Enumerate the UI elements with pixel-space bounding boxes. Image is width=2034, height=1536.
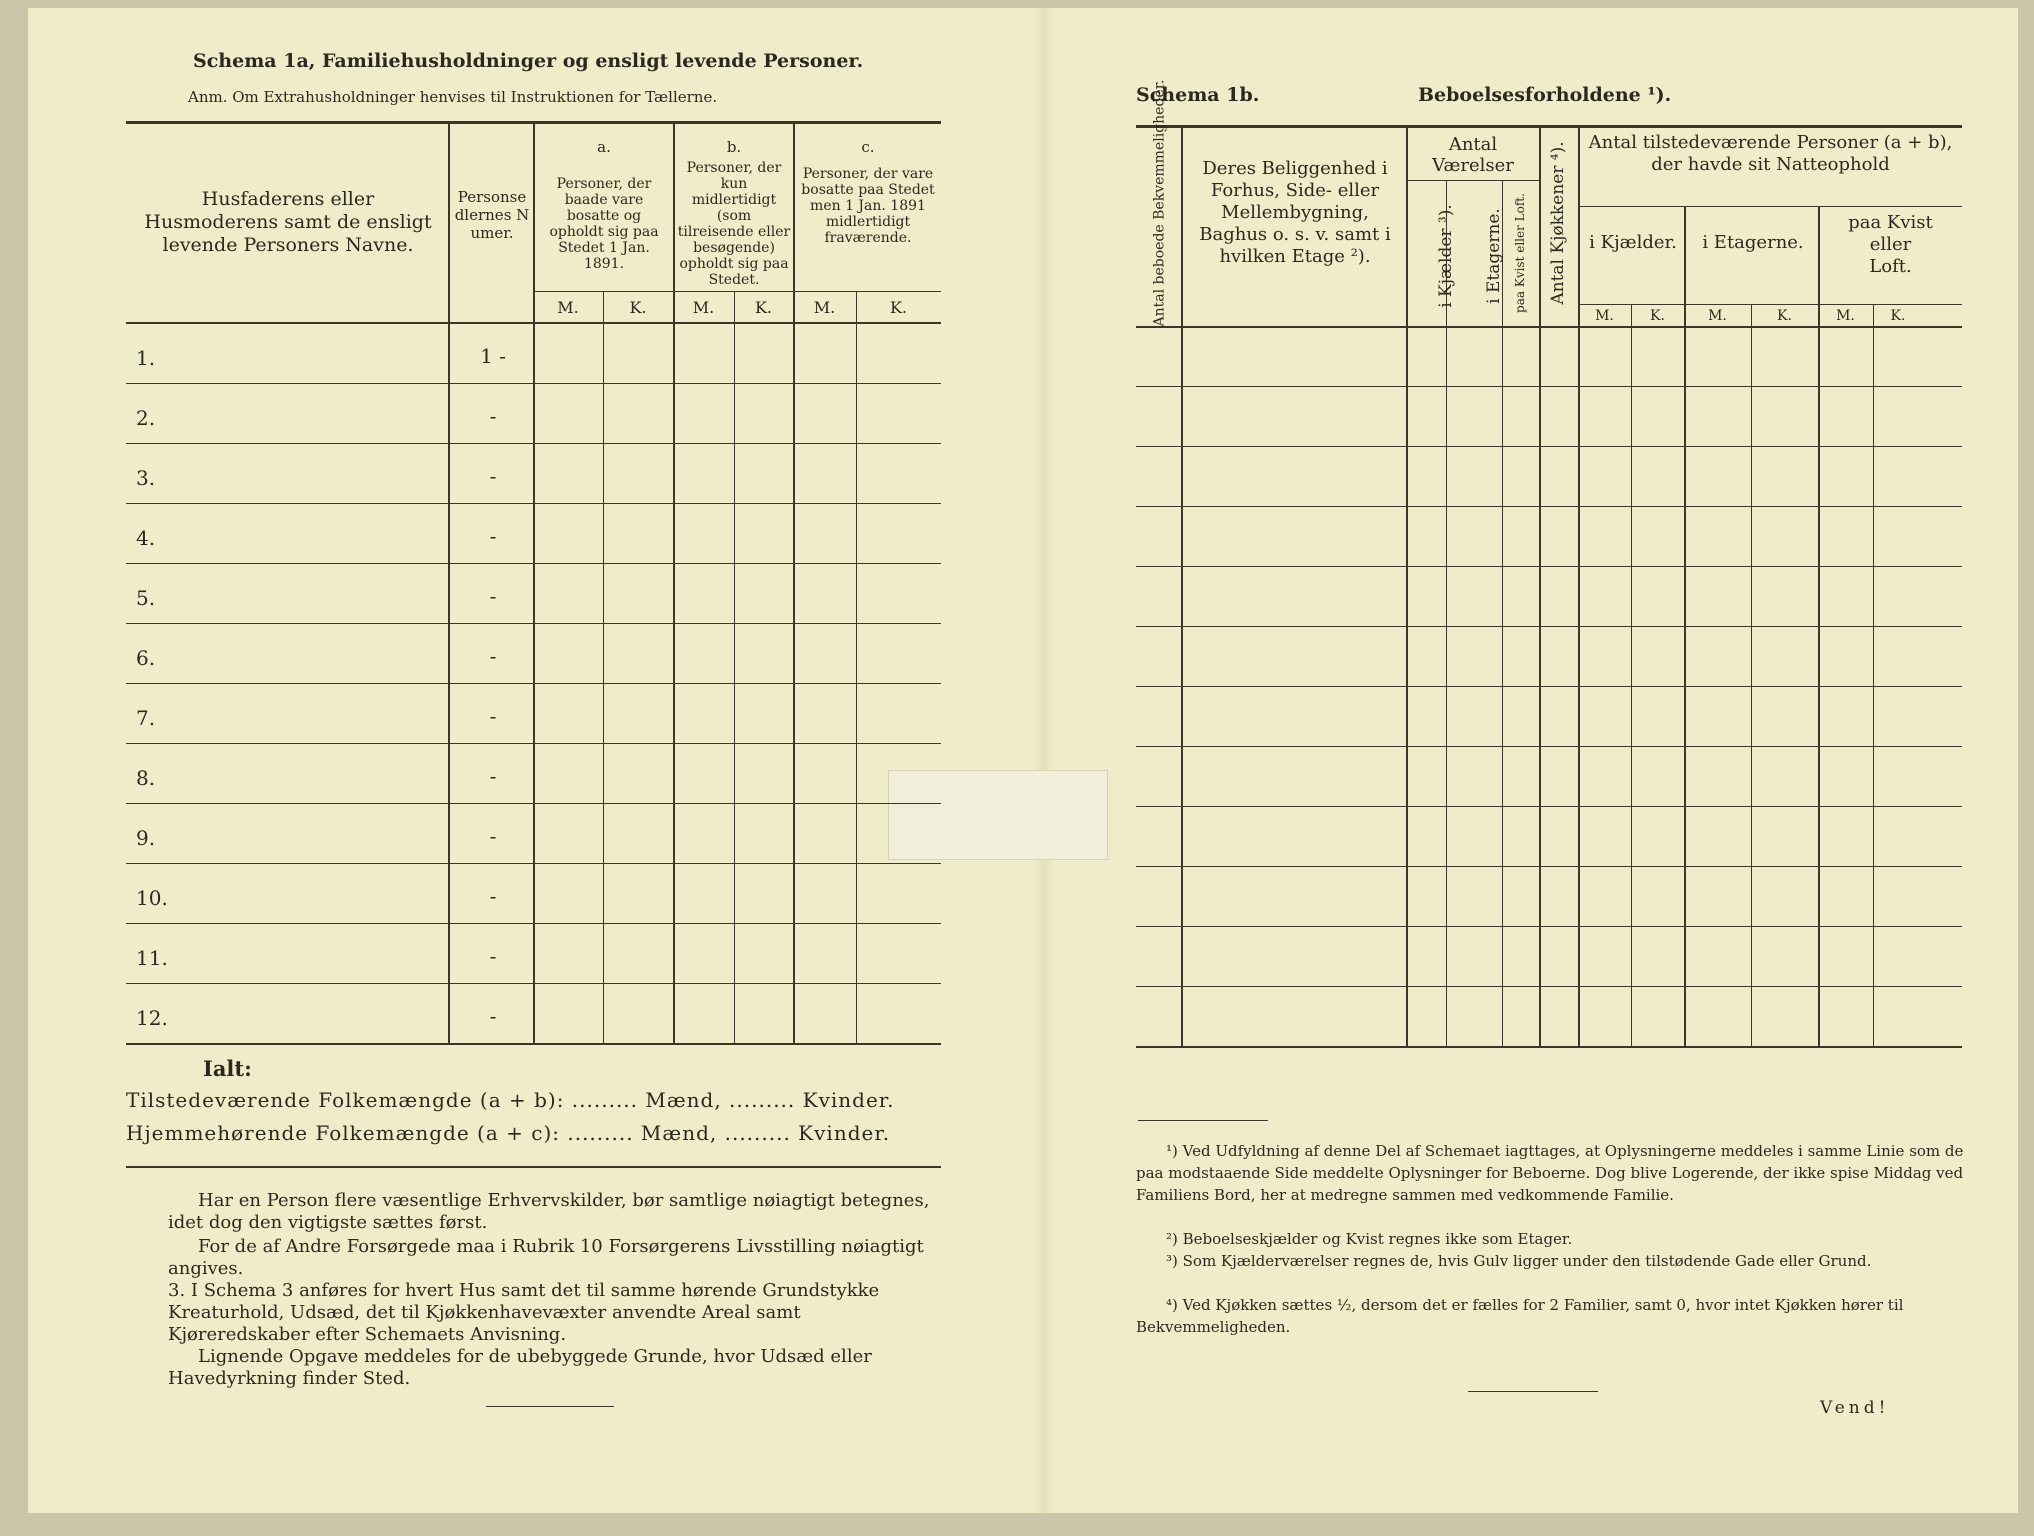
vline-b: [793, 123, 795, 1043]
vline-c-mk: [856, 291, 857, 1043]
rheader-kv-m: M.: [1836, 308, 1855, 324]
header-antal-personer: Antal tilstedeværende Personer (a + b), der havde sit Natteophold: [1588, 132, 1953, 175]
person-number: -: [489, 644, 497, 668]
rvline-belig: [1406, 127, 1408, 1047]
row-number: 6.: [136, 646, 156, 670]
rtable-top-rule: [1136, 125, 1962, 128]
page-fold: [1033, 8, 1053, 1513]
footnote-4: ⁴) Ved Kjøkken sættes ½, dersom det er fælles for 2 Familier, samt 0, hvor intet Kjøkken hører til Bekvemmeligheden.: [1136, 1296, 1904, 1336]
row-number: 2.: [136, 406, 156, 430]
instruction-3: 3. I Schema 3 anføres for hvert Hus samt det til samme hørende Grundstykke Kreaturhold, Udsæd, det til Kjøkkenhavevæxter anvendte Areal samt Kjøreredskaber efter Schemaets Anvisning.: [168, 1280, 880, 1345]
header-p-kjaelder: i Kjælder.: [1589, 232, 1677, 253]
header-beliggenhed: Deres Beliggenhed i Forhus, Side- eller Mellembygning, Baghus o. s. v. samt i hvilken Etage ²).: [1199, 158, 1391, 267]
rrow-rule: [1136, 386, 1962, 387]
footnote-1: ¹) Ved Udfyldning af denne Del af Schemaet iagttages, at Oplysningerne meddeles i samme Linie som de paa modstaaende Side meddelte Oplysninger for Beboerne. Dog blive Logerende, der ikke spise Middag ved Familiens Bord, her at medregne sammen med vedkommende Familie.: [1136, 1142, 1964, 1204]
header-a-m: M.: [557, 298, 579, 317]
row-number: 3.: [136, 466, 156, 490]
tilstedevaerende-line: Tilstedeværende Folkemængde (a + b): ......... Mænd, ......... Kvinder.: [126, 1088, 895, 1112]
rvline-p4: [1818, 206, 1820, 1047]
instruction-4: Lignende Opgave meddeles for de ubebyggede Grunde, hvor Udsæd eller Havedyrkning finder Sted.: [168, 1346, 872, 1389]
row-number: 8.: [136, 766, 156, 790]
header-p-etagerne: i Etagerne.: [1702, 232, 1804, 253]
header-b-k: K.: [754, 298, 773, 317]
rheader-kj-m: M.: [1595, 308, 1614, 324]
rrow-rule: [1136, 446, 1962, 447]
header-b: Personer, der kun midlertidigt (som tilreisende eller besøgende) opholdt sig paa Stedet.: [677, 160, 791, 288]
header-i-etagerne: i Etagerne.: [1484, 208, 1504, 304]
person-number: -: [489, 824, 497, 848]
mk-header-rule: [533, 291, 941, 292]
header-a-letter: a.: [597, 138, 611, 156]
rvline-p3: [1751, 304, 1752, 1047]
header-bekvemmeligheder: Antal beboede Bekvemmeligheder.: [1151, 79, 1168, 327]
rrow-rule: [1136, 986, 1962, 987]
rtable-bottom-rule: [1136, 1046, 1962, 1048]
row-number: 10.: [136, 886, 168, 910]
vline-a-mk: [603, 291, 604, 1043]
instruction-1: Har en Person flere væsentlige Erhvervskilder, bør samtlige nøiagtigt betegnes, idet dog den vigtigste sættes først.: [168, 1190, 930, 1233]
footnote-3: ³) Som Kjælderværelser regnes de, hvis Gulv ligger under den tilstødende Gade eller Grund.: [1166, 1252, 1872, 1270]
person-number: -: [489, 584, 497, 608]
row-number: 1.: [136, 346, 156, 370]
row-number: 11.: [136, 946, 168, 970]
rrow-rule: [1136, 626, 1962, 627]
row-number: 12.: [136, 1006, 168, 1030]
pers-group-rule: [1578, 206, 1962, 207]
vend-label: Vend!: [1820, 1398, 1890, 1418]
row-number: 9.: [136, 826, 156, 850]
instructions-rule: [126, 1166, 941, 1168]
person-number: -: [489, 704, 497, 728]
vline-num: [533, 123, 535, 1043]
rvline-kjokk: [1578, 127, 1580, 1047]
rheader-kj-k: K.: [1650, 308, 1665, 324]
header-person-num: Personsedlernes Numer.: [454, 188, 530, 242]
header-i-kjaelder: i Kjælder ³).: [1436, 204, 1456, 308]
rheader-et-m: M.: [1708, 308, 1727, 324]
header-antal-vaerelser: Antal Værelser: [1432, 134, 1514, 176]
person-number: 1 -: [480, 344, 506, 368]
header-b-m: M.: [692, 298, 715, 317]
header-names: Husfaderens eller Husmoderens samt de ensligt levende Personers Navne.: [144, 188, 432, 256]
header-c-k: K.: [889, 298, 908, 317]
table-bottom-rule: [126, 1043, 941, 1045]
row-number: 5.: [136, 586, 156, 610]
rheader-kv-k: K.: [1890, 308, 1906, 324]
person-number: -: [489, 464, 497, 488]
person-number: -: [489, 884, 497, 908]
vline-b-mk: [734, 291, 735, 1043]
schema-1a-note: Anm. Om Extrahusholdninger henvises til Instruktionen for Tællerne.: [188, 88, 718, 106]
schema-1b-title: Schema 1b.: [1136, 84, 1260, 106]
rmk-rule: [1578, 304, 1962, 305]
hjemmehorende-line: Hjemmehørende Folkemængde (a + c): ......... Mænd, ......... Kvinder.: [126, 1121, 891, 1145]
rvline-p5: [1873, 304, 1874, 1047]
person-number: -: [489, 1004, 497, 1028]
person-number: -: [489, 764, 497, 788]
header-a: Personer, der baade vare bosatte og opholdt sig paa Stedet 1 Jan. 1891.: [549, 176, 659, 272]
rheader-et-k: K.: [1777, 308, 1792, 324]
rrow-rule: [1136, 506, 1962, 507]
census-sheet: [28, 8, 2018, 1513]
schema-1b-subtitle: Beboelsesforholdene ¹).: [1418, 84, 1672, 106]
rrow-rule: [1136, 566, 1962, 567]
schema-1a-title: Schema 1a, Familiehusholdninger og ensligt levende Personer.: [193, 50, 864, 72]
header-a-k: K.: [629, 298, 647, 317]
ialt-label: Ialt:: [203, 1056, 252, 1081]
rheader-bottom-rule: [1136, 326, 1962, 328]
rrow-rule: [1136, 686, 1962, 687]
closing-rule-right: [1468, 1391, 1598, 1392]
header-c-m: M.: [813, 298, 836, 317]
header-paa-kvist: paa Kvist eller Loft.: [1513, 193, 1527, 313]
row-number: 4.: [136, 526, 156, 550]
person-number: -: [489, 404, 497, 428]
right-page: [1068, 8, 2018, 1513]
person-number: -: [489, 524, 497, 548]
footnote-rule: [1138, 1120, 1268, 1121]
left-page: [28, 8, 1018, 1513]
rrow-rule: [1136, 866, 1962, 867]
row-number: 7.: [136, 706, 156, 730]
rvline-kvist: [1539, 127, 1541, 1047]
header-c: Personer, der vare bosatte paa Stedet men 1 Jan. 1891 midlertidigt fraværende.: [801, 166, 935, 246]
header-c-letter: c.: [861, 138, 875, 156]
rvline-p2: [1684, 206, 1686, 1047]
rvline-bekv: [1181, 127, 1183, 1047]
header-p-kvist: paa Kvist eller Loft.: [1848, 212, 1933, 277]
person-number: -: [489, 944, 497, 968]
footnote-2: ²) Beboelseskjælder og Kvist regnes ikke som Etager.: [1166, 1230, 1573, 1248]
instruction-2: For de af Andre Forsørgede maa i Rubrik 10 Forsørgerens Livsstilling nøiagtigt angives.: [168, 1236, 924, 1279]
vline-a: [673, 123, 675, 1043]
rrow-rule: [1136, 806, 1962, 807]
vline-name: [448, 123, 450, 1043]
rvline-p1: [1631, 304, 1632, 1047]
rrow-rule: [1136, 926, 1962, 927]
closing-rule: [486, 1406, 614, 1407]
header-b-letter: b.: [726, 138, 742, 156]
header-antal-kjokkener: Antal Kjøkkener ⁴).: [1548, 141, 1568, 305]
vaer-group-rule: [1406, 180, 1539, 181]
rrow-rule: [1136, 746, 1962, 747]
